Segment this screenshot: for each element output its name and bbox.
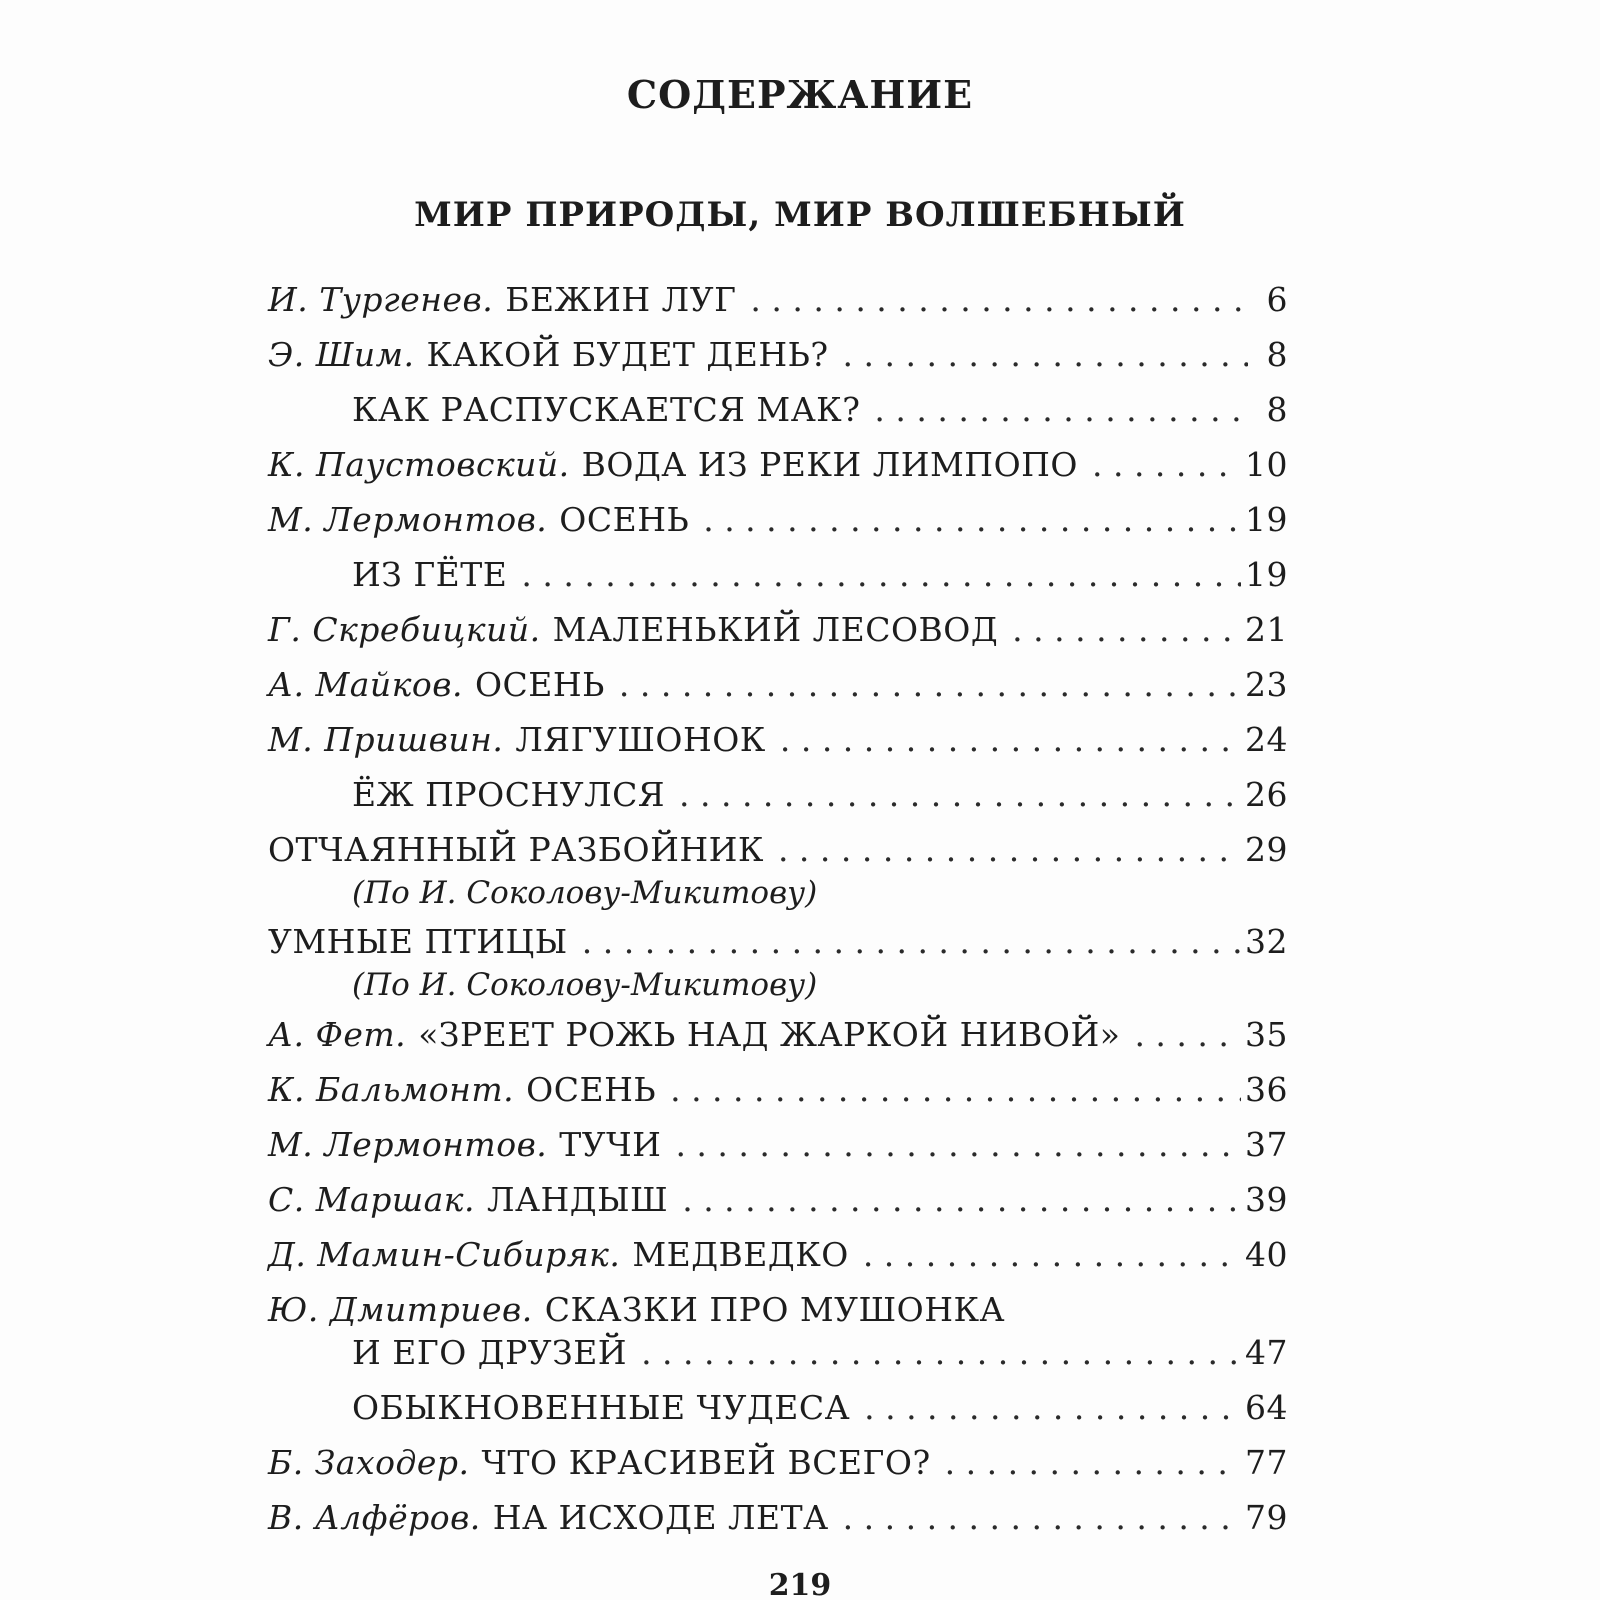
toc-entry [268, 335, 1288, 379]
toc-title: «ЗРЕЕТ РОЖЬ НАД ЖАРКОЙ НИВОЙ» [418, 1015, 1121, 1054]
page-number: 219 [768, 1568, 832, 1603]
leader-dots [780, 720, 1241, 759]
toc-page-number: 77 [1245, 1443, 1288, 1482]
toc-title: И ЕГО ДРУЗЕЙ [352, 1333, 628, 1372]
toc-title: БЕЖИН ЛУГ [505, 280, 737, 319]
leader-dots [843, 1498, 1241, 1537]
toc-entry [268, 500, 1288, 544]
leader-dots [675, 1125, 1241, 1164]
toc-page-number: 21 [1245, 610, 1288, 649]
toc-entry [352, 555, 1288, 599]
toc-author: А. Майков. [268, 665, 463, 704]
toc-entry [268, 830, 1288, 874]
toc-author: Д. Мамин-Сибиряк. [268, 1235, 621, 1274]
toc-page-number: 47 [1245, 1333, 1288, 1372]
toc-page-number: 37 [1245, 1125, 1288, 1164]
toc-author: А. Фет. [268, 1015, 407, 1054]
leader-dots [864, 1388, 1241, 1427]
toc-author: С. Маршак. [268, 1180, 475, 1219]
toc-title: КАК РАСПУСКАЕТСЯ МАК? [352, 390, 861, 429]
toc-page-number: 19 [1245, 555, 1288, 594]
leader-dots [778, 830, 1241, 869]
toc-author: Г. Скребицкий. [268, 610, 541, 649]
toc-entry [268, 1290, 1288, 1334]
toc-title: ОТЧАЯННЫЙ РАЗБОЙНИК [268, 830, 764, 869]
toc-entry [268, 280, 1288, 324]
toc-entry [268, 1015, 1288, 1059]
toc-page-number: 8 [1266, 390, 1288, 429]
toc-entry [268, 1180, 1288, 1224]
toc-entry [268, 1070, 1288, 1114]
toc-author: К. Бальмонт. [268, 1070, 515, 1109]
toc-title: МАЛЕНЬКИЙ ЛЕСОВОД [552, 610, 999, 649]
toc-entry [268, 610, 1288, 654]
toc-title: ЛЯГУШОНОК [515, 720, 766, 759]
toc-title: ОСЕНЬ [474, 665, 605, 704]
leader-dots [670, 1070, 1241, 1109]
leader-dots [582, 922, 1241, 961]
toc-entry [352, 775, 1288, 819]
toc-page-number: 40 [1245, 1235, 1288, 1274]
leader-dots [863, 1235, 1241, 1274]
toc-title: СКАЗКИ ПРО МУШОНКА [544, 1290, 1006, 1329]
toc-title: ЧТО КРАСИВЕЙ ВСЕГО? [481, 1443, 931, 1482]
leader-dots [750, 280, 1248, 319]
toc-entry [352, 390, 1288, 434]
leader-dots [1134, 1015, 1241, 1054]
toc-entry [268, 1125, 1288, 1169]
leader-dots [682, 1180, 1241, 1219]
toc-entry [268, 445, 1288, 489]
toc-page-number: 32 [1245, 922, 1288, 961]
toc-entry [268, 922, 1288, 966]
leader-dots [521, 555, 1241, 594]
toc-page-number: 35 [1245, 1015, 1288, 1054]
toc-page-number: 64 [1245, 1388, 1288, 1427]
toc-entry [268, 1443, 1288, 1487]
toc-author: В. Алфёров. [268, 1498, 481, 1537]
toc-entry [352, 1333, 1288, 1377]
leader-dots [874, 390, 1248, 429]
toc-title: ОСЕНЬ [526, 1070, 657, 1109]
toc-author: И. Тургенев. [268, 280, 494, 319]
toc-author: Б. Заходер. [268, 1443, 470, 1482]
toc-title: НА ИСХОДЕ ЛЕТА [492, 1498, 829, 1537]
leader-dots [1012, 610, 1241, 649]
section-heading: МИР ПРИРОДЫ, МИР ВОЛШЕБНЫЙ [414, 195, 1186, 235]
toc-title: ЁЖ ПРОСНУЛСЯ [352, 775, 666, 814]
leader-dots [945, 1443, 1241, 1482]
toc-title: ТУЧИ [559, 1125, 662, 1164]
toc-author: Э. Шим. [268, 335, 415, 374]
toc-author: К. Паустовский. [268, 445, 570, 484]
toc-title: КАКОЙ БУДЕТ ДЕНЬ? [426, 335, 829, 374]
toc-page-number: 23 [1245, 665, 1288, 704]
toc-page-number: 19 [1245, 500, 1288, 539]
toc-title: ОСЕНЬ [559, 500, 690, 539]
toc-source-note: (По И. Соколову-Микитову) [352, 875, 818, 911]
leader-dots [703, 500, 1241, 539]
toc-source-note: (По И. Соколову-Микитову) [352, 967, 818, 1003]
toc-entry [268, 720, 1288, 764]
toc-page-number: 24 [1245, 720, 1288, 759]
toc-page-number: 79 [1245, 1498, 1288, 1537]
toc-entry [268, 665, 1288, 709]
page-title: СОДЕРЖАНИЕ [626, 72, 974, 117]
leader-dots [843, 335, 1248, 374]
toc-page-number: 26 [1245, 775, 1288, 814]
toc-entry [352, 1388, 1288, 1432]
toc-author: М. Лермонтов. [268, 500, 548, 539]
toc-title: ИЗ ГЁТЕ [352, 555, 508, 594]
toc-title: ЛАНДЫШ [486, 1180, 669, 1219]
toc-title: МЕДВЕДКО [632, 1235, 849, 1274]
toc-title: ВОДА ИЗ РЕКИ ЛИМПОПО [581, 445, 1078, 484]
toc-author: Ю. Дмитриев. [268, 1290, 533, 1329]
leader-dots [641, 1333, 1241, 1372]
toc-page-number: 10 [1245, 445, 1288, 484]
toc-page-number: 6 [1266, 280, 1288, 319]
toc-title: УМНЫЕ ПТИЦЫ [268, 922, 568, 961]
toc-entry [268, 1498, 1288, 1542]
leader-dots [619, 665, 1241, 704]
toc-title: ОБЫКНОВЕННЫЕ ЧУДЕСА [352, 1388, 851, 1427]
toc-page-number: 39 [1245, 1180, 1288, 1219]
leader-dots [679, 775, 1241, 814]
toc-page-number: 29 [1245, 830, 1288, 869]
toc-entry [268, 1235, 1288, 1279]
toc-author: М. Лермонтов. [268, 1125, 548, 1164]
toc-page-number: 8 [1266, 335, 1288, 374]
leader-dots [1092, 445, 1241, 484]
toc-author: М. Пришвин. [268, 720, 504, 759]
toc-page-number: 36 [1245, 1070, 1288, 1109]
